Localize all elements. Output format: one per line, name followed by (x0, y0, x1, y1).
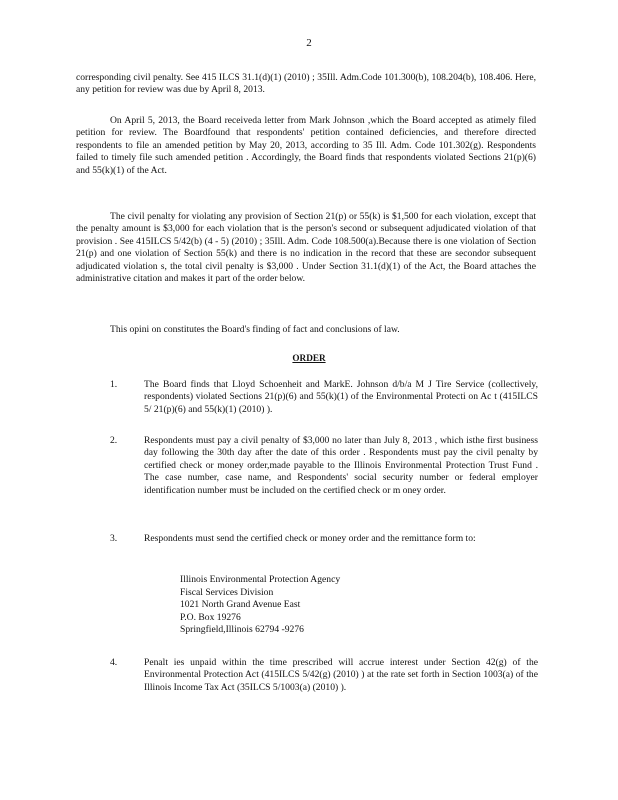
order-item-1 (110, 379, 538, 416)
address-line: Illinois Environmental Protection Agency (180, 574, 341, 585)
address-line: 1021 North Grand Avenue East (180, 599, 301, 611)
address-line: Fiscal Services Division (180, 586, 274, 598)
order-item-4 (110, 657, 538, 694)
order-item-number: 4. (110, 657, 118, 668)
order-item-text: The Board finds that Lloyd Schoenheit and MarkE. Johnson d/b/a M J Tire Service (collectively, respondents) violated Sections 21(p)(6) and 55(k)(1) of the Environmental Protecti on Ac t (415ILCS 5/ 21(p)(6) and 55(k)(1) (2010) ). (144, 379, 538, 415)
order-item-text: Penalt ies unpaid within the time prescribed will accrue interest under Section 42(g) of the Environmental Protection Act (415ILCS 5/42(g) (2010) ) at the rate set forth in Section 1003(a) of the Illinois Income Tax Act (35ILCS 5/1003(a) (2010) ). (144, 657, 538, 693)
paragraph-continuation: corresponding civil penalty. See 415 ILCS 31.1(d)(1) (2010) ; 35Ill. Adm.Code 101.300(b), 108.204(b), 108.406. Here, any petition for review was due by April 8, 2013. (76, 72, 536, 96)
remittance-address (180, 574, 340, 637)
address-line: P.O. Box 19276 (180, 611, 241, 623)
paragraph-petition: On April 5, 2013, the Board receiveda letter from Mark Johnson ,which the Board accepted as atimely filed petition for review. The Boardfound that respondents' petition contained deficiencies, and therefore directed respondents to file an amended petition by May 20, 2013, according to 35 Ill. Adm. Code 101.302(g). Respondents failed to timely file such amended petition . Accordingly, the Board finds that respondents violated Sections 21(p)(6) and 55(k)(1) of the Act. (76, 115, 536, 176)
paragraph-civil-penalty: The civil penalty for violating any provision of Section 21(p) or 55(k) is $1,500 for each violation, except that the penalty amount is $3,000 for each violation that is the person's second or subsequent adjudicated violation of that provision . See 415ILCS 5/42(b) (4 - 5) (2010) ; 35Ill. Adm. Code 108.500(a).Because there is one violation of Section 21(p) and one violation of Section 55(k) and there is no indication in the record that these are secondor subsequent adjudicated violation s, the total civil penalty is $3,000 . Under Section 31.1(d)(1) of the Act, the Board attaches the administrative citation and makes it part of the order below. (76, 211, 536, 285)
order-heading: ORDER (292, 353, 326, 363)
order-item-number: 2. (110, 435, 118, 446)
address-line: Springfield,Illinois 62794 -9276 (180, 624, 304, 636)
order-item-number: 1. (110, 379, 118, 390)
order-item-number: 3. (110, 533, 118, 544)
order-item-text: Respondents must send the certified check or money order and the remittance form to: (144, 533, 476, 544)
order-item-3 (110, 533, 538, 545)
order-item-text: Respondents must pay a civil penalty of $3,000 no later than July 8, 2013 , which isthe first business day following the 30th day after the date of this order . Respondents must pay the civil penalty by certified check or money order,made payable to the Illinois Environmental Protection Trust Fund . The case number, case name, and Respondents' social security number or federal employer identification number must be included on the certified check or m oney order. (144, 435, 538, 496)
paragraph-opinion: This opini on constitutes the Board's finding of fact and conclusions of law. (110, 324, 400, 335)
page-number: 2 (306, 37, 312, 49)
order-item-2 (110, 435, 538, 497)
